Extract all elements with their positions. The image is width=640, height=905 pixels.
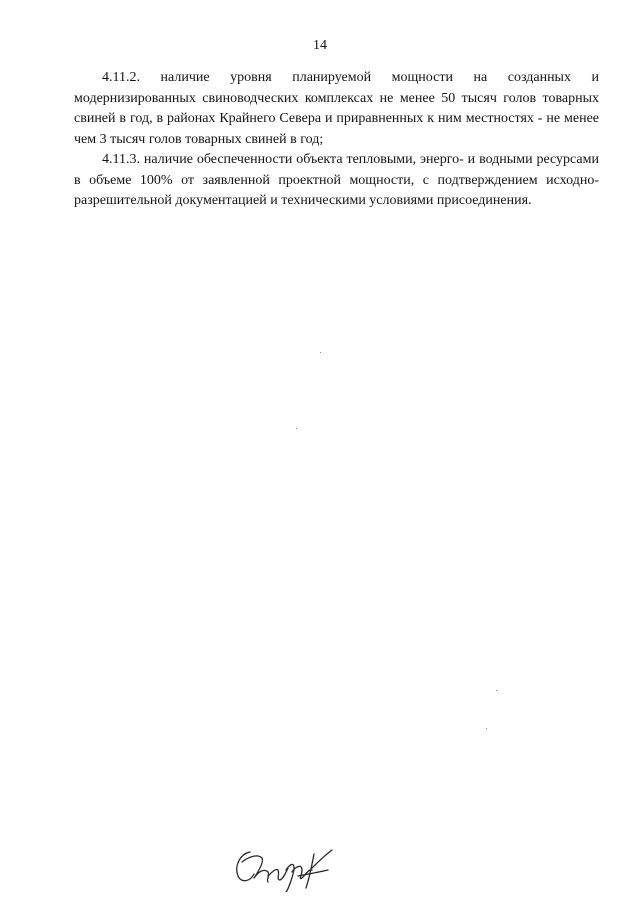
page-number: 14 — [313, 38, 327, 53]
scan-speck — [296, 428, 297, 429]
scan-speck — [320, 352, 321, 353]
signature-icon — [228, 832, 348, 892]
scan-speck — [496, 690, 497, 691]
document-body — [74, 68, 599, 212]
paragraph-4-11-3: 4.11.3. наличие обеспеченности объекта тепловыми, энерго- и водными ресурсами в объеме 100% от заявленной проектной мощности, с подтверждением исходно-разрешительной документацией и техническими условиями присоединения. — [74, 152, 599, 208]
paragraph-4-11-2: 4.11.2. наличие уровня планируемой мощности на созданных и модернизированных свиноводческих комплексах не менее 50 тысяч голов товарных свиней в год, в районах Крайнего Севера и приравненных к ним местностях - не менее чем 3 тысяч голов товарных свиней в год; — [74, 70, 599, 147]
scan-speck — [486, 728, 487, 729]
